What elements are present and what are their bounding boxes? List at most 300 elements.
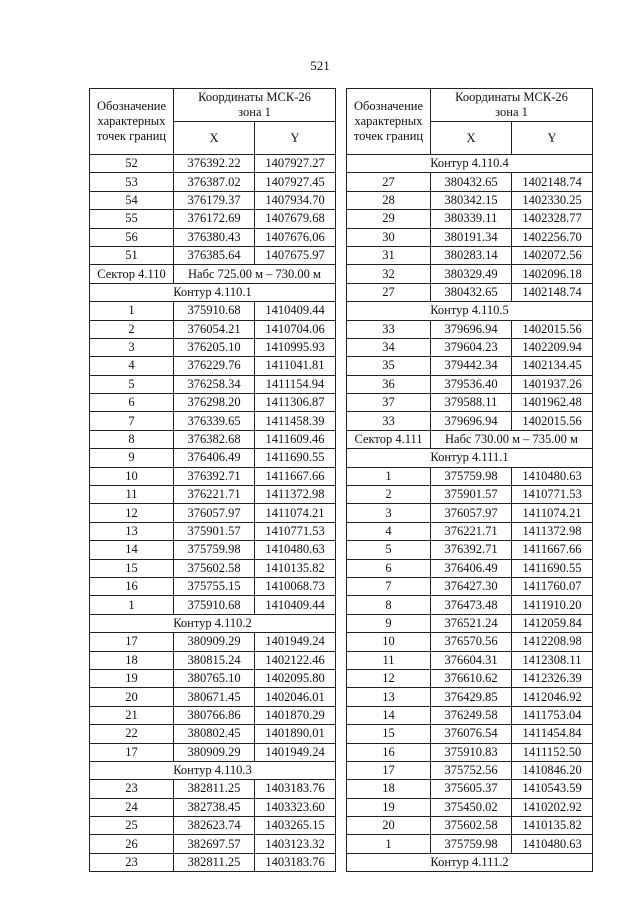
table-row bbox=[90, 559, 336, 577]
x-coordinate: 376570.56 bbox=[431, 633, 512, 651]
x-coordinate: 382623.74 bbox=[174, 817, 255, 835]
y-coordinate: 1402095.80 bbox=[255, 669, 336, 687]
table-row bbox=[90, 633, 336, 651]
table-row bbox=[90, 486, 336, 504]
x-coordinate: 376249.58 bbox=[431, 706, 512, 724]
y-coordinate: 1407927.27 bbox=[255, 155, 336, 173]
table-row bbox=[90, 155, 336, 173]
x-coordinate: 375755.15 bbox=[174, 577, 255, 595]
x-coordinate: 379442.34 bbox=[431, 357, 512, 375]
x-coordinate: 376205.10 bbox=[174, 338, 255, 356]
table-row bbox=[90, 504, 336, 522]
table-row bbox=[347, 412, 593, 430]
y-coordinate: 1410995.93 bbox=[255, 338, 336, 356]
x-coordinate: 376521.24 bbox=[431, 614, 512, 632]
point-number: 13 bbox=[90, 522, 174, 540]
point-number: 4 bbox=[347, 522, 431, 540]
table-row bbox=[347, 191, 593, 209]
x-coordinate: 376172.69 bbox=[174, 210, 255, 228]
y-coordinate: 1407675.97 bbox=[255, 246, 336, 264]
x-coordinate: 375759.98 bbox=[174, 541, 255, 559]
y-coordinate: 1412308.11 bbox=[512, 651, 593, 669]
y-coordinate: 1410068.73 bbox=[255, 577, 336, 595]
y-coordinate: 1410480.63 bbox=[512, 467, 593, 485]
y-coordinate: 1402015.56 bbox=[512, 320, 593, 338]
header-msk-line2: зона 1 bbox=[238, 105, 271, 119]
x-coordinate: 376406.49 bbox=[431, 559, 512, 577]
y-coordinate: 1411154.94 bbox=[255, 375, 336, 393]
y-coordinate: 1402096.18 bbox=[512, 265, 593, 283]
x-coordinate: 380191.34 bbox=[431, 228, 512, 246]
y-coordinate: 1410202.92 bbox=[512, 798, 593, 816]
table-row bbox=[90, 725, 336, 743]
x-coordinate: 376339.65 bbox=[174, 412, 255, 430]
contour-label: Контур 4.111.1 bbox=[347, 449, 593, 467]
x-coordinate: 375901.57 bbox=[174, 522, 255, 540]
x-coordinate: 375759.98 bbox=[431, 467, 512, 485]
table-row bbox=[90, 394, 336, 412]
y-coordinate: 1411690.55 bbox=[255, 449, 336, 467]
table-row bbox=[347, 798, 593, 816]
x-coordinate: 376406.49 bbox=[174, 449, 255, 467]
header-x: X bbox=[431, 122, 512, 155]
point-number: 15 bbox=[347, 725, 431, 743]
x-coordinate: 379604.23 bbox=[431, 338, 512, 356]
y-coordinate: 1402046.01 bbox=[255, 688, 336, 706]
x-coordinate: 382811.25 bbox=[174, 780, 255, 798]
point-number: 32 bbox=[347, 265, 431, 283]
table-row bbox=[90, 651, 336, 669]
header-point-line: точек границ bbox=[96, 129, 167, 143]
y-coordinate: 1411667.66 bbox=[512, 541, 593, 559]
y-coordinate: 1401937.26 bbox=[512, 375, 593, 393]
point-number: 7 bbox=[347, 577, 431, 595]
x-coordinate: 376392.71 bbox=[174, 467, 255, 485]
point-number: 54 bbox=[90, 191, 174, 209]
point-number: 16 bbox=[90, 577, 174, 595]
point-number: 22 bbox=[90, 725, 174, 743]
x-coordinate: 380766.86 bbox=[174, 706, 255, 724]
table-row bbox=[90, 835, 336, 853]
y-coordinate: 1403323.60 bbox=[255, 798, 336, 816]
header-y: Y bbox=[512, 122, 593, 155]
table-row bbox=[347, 688, 593, 706]
y-coordinate: 1410409.44 bbox=[255, 302, 336, 320]
x-coordinate: 376427.30 bbox=[431, 577, 512, 595]
table-row bbox=[90, 541, 336, 559]
table-row bbox=[347, 394, 593, 412]
x-coordinate: 380342.15 bbox=[431, 191, 512, 209]
table-row bbox=[347, 743, 593, 761]
contour-row bbox=[347, 449, 593, 467]
table-row bbox=[347, 669, 593, 687]
point-number: 12 bbox=[90, 504, 174, 522]
table-row bbox=[347, 522, 593, 540]
table-row bbox=[90, 669, 336, 687]
point-number: 17 bbox=[90, 633, 174, 651]
x-coordinate: 376387.02 bbox=[174, 173, 255, 191]
contour-row bbox=[347, 302, 593, 320]
y-coordinate: 1411074.21 bbox=[512, 504, 593, 522]
point-number: 18 bbox=[90, 651, 174, 669]
point-number: 34 bbox=[347, 338, 431, 356]
point-number: 6 bbox=[90, 394, 174, 412]
point-number: 24 bbox=[90, 798, 174, 816]
y-coordinate: 1411152.50 bbox=[512, 743, 593, 761]
point-number: 17 bbox=[347, 761, 431, 779]
x-coordinate: 380329.49 bbox=[431, 265, 512, 283]
x-coordinate: 380909.29 bbox=[174, 743, 255, 761]
y-coordinate: 1412326.39 bbox=[512, 669, 593, 687]
y-coordinate: 1402148.74 bbox=[512, 173, 593, 191]
coordinates-table-left bbox=[89, 88, 336, 872]
point-number: 31 bbox=[347, 246, 431, 264]
table-row bbox=[347, 357, 593, 375]
table-row bbox=[90, 853, 336, 871]
y-coordinate: 1411041.81 bbox=[255, 357, 336, 375]
x-coordinate: 380815.24 bbox=[174, 651, 255, 669]
x-coordinate: 380671.45 bbox=[174, 688, 255, 706]
contour-row bbox=[90, 283, 336, 301]
point-number: 9 bbox=[347, 614, 431, 632]
sector-label: Сектор 4.111 bbox=[347, 430, 431, 448]
x-coordinate: 380283.14 bbox=[431, 246, 512, 264]
point-number: 2 bbox=[347, 486, 431, 504]
y-coordinate: 1412208.98 bbox=[512, 633, 593, 651]
table-row bbox=[347, 761, 593, 779]
table-row bbox=[347, 577, 593, 595]
table-row bbox=[347, 614, 593, 632]
y-coordinate: 1401962.48 bbox=[512, 394, 593, 412]
y-coordinate: 1411690.55 bbox=[512, 559, 593, 577]
left-table-body bbox=[90, 155, 336, 872]
point-number: 16 bbox=[347, 743, 431, 761]
y-coordinate: 1410771.53 bbox=[255, 522, 336, 540]
sector-row bbox=[347, 430, 593, 448]
x-coordinate: 376258.34 bbox=[174, 375, 255, 393]
x-coordinate: 382738.45 bbox=[174, 798, 255, 816]
x-coordinate: 376604.31 bbox=[431, 651, 512, 669]
table-row bbox=[90, 706, 336, 724]
point-number: 55 bbox=[90, 210, 174, 228]
point-number: 11 bbox=[90, 486, 174, 504]
y-coordinate: 1403265.15 bbox=[255, 817, 336, 835]
y-coordinate: 1403183.76 bbox=[255, 780, 336, 798]
y-coordinate: 1402330.25 bbox=[512, 191, 593, 209]
header-x: X bbox=[174, 122, 255, 155]
contour-label: Контур 4.110.5 bbox=[347, 302, 593, 320]
table-row bbox=[347, 265, 593, 283]
point-number: 7 bbox=[90, 412, 174, 430]
y-coordinate: 1403123.32 bbox=[255, 835, 336, 853]
point-number: 11 bbox=[347, 651, 431, 669]
y-coordinate: 1401890.01 bbox=[255, 725, 336, 743]
y-coordinate: 1407927.45 bbox=[255, 173, 336, 191]
sector-row bbox=[90, 265, 336, 283]
table-row bbox=[90, 522, 336, 540]
table-row bbox=[90, 320, 336, 338]
table-row bbox=[90, 430, 336, 448]
y-coordinate: 1402134.45 bbox=[512, 357, 593, 375]
x-coordinate: 376054.21 bbox=[174, 320, 255, 338]
y-coordinate: 1410135.82 bbox=[255, 559, 336, 577]
point-number: 21 bbox=[90, 706, 174, 724]
x-coordinate: 375605.37 bbox=[431, 780, 512, 798]
header-point-designation bbox=[347, 89, 431, 155]
table-row bbox=[347, 228, 593, 246]
point-number: 27 bbox=[347, 283, 431, 301]
point-number: 1 bbox=[347, 467, 431, 485]
x-coordinate: 380339.11 bbox=[431, 210, 512, 228]
point-number: 20 bbox=[347, 817, 431, 835]
x-coordinate: 376298.20 bbox=[174, 394, 255, 412]
page-number: 521 bbox=[310, 58, 330, 73]
x-coordinate: 379696.94 bbox=[431, 412, 512, 430]
table-row bbox=[347, 504, 593, 522]
point-number: 10 bbox=[90, 467, 174, 485]
y-coordinate: 1402209.94 bbox=[512, 338, 593, 356]
y-coordinate: 1401949.24 bbox=[255, 743, 336, 761]
x-coordinate: 376382.68 bbox=[174, 430, 255, 448]
point-number: 23 bbox=[90, 780, 174, 798]
table-row bbox=[90, 357, 336, 375]
x-coordinate: 376229.76 bbox=[174, 357, 255, 375]
y-coordinate: 1412059.84 bbox=[512, 614, 593, 632]
header-msk-line1: Координаты МСК-26 bbox=[198, 90, 311, 104]
y-coordinate: 1411753.04 bbox=[512, 706, 593, 724]
contour-label: Контур 4.110.3 bbox=[90, 761, 336, 779]
contour-row bbox=[347, 853, 593, 871]
y-coordinate: 1410480.63 bbox=[255, 541, 336, 559]
contour-row bbox=[90, 614, 336, 632]
x-coordinate: 382697.57 bbox=[174, 835, 255, 853]
point-number: 8 bbox=[90, 430, 174, 448]
y-coordinate: 1411609.46 bbox=[255, 430, 336, 448]
table-row bbox=[90, 375, 336, 393]
table-row bbox=[347, 780, 593, 798]
x-coordinate: 376429.85 bbox=[431, 688, 512, 706]
point-number: 19 bbox=[347, 798, 431, 816]
point-number: 17 bbox=[90, 743, 174, 761]
contour-row bbox=[347, 155, 593, 173]
point-number: 20 bbox=[90, 688, 174, 706]
point-number: 53 bbox=[90, 173, 174, 191]
x-coordinate: 375752.56 bbox=[431, 761, 512, 779]
x-coordinate: 376076.54 bbox=[431, 725, 512, 743]
point-number: 1 bbox=[90, 596, 174, 614]
y-coordinate: 1411454.84 bbox=[512, 725, 593, 743]
table-row bbox=[90, 688, 336, 706]
point-number: 36 bbox=[347, 375, 431, 393]
point-number: 18 bbox=[347, 780, 431, 798]
table-row bbox=[90, 338, 336, 356]
contour-label: Контур 4.110.1 bbox=[90, 283, 336, 301]
x-coordinate: 376221.71 bbox=[174, 486, 255, 504]
point-number: 12 bbox=[347, 669, 431, 687]
table-row bbox=[347, 706, 593, 724]
table-row bbox=[347, 246, 593, 264]
point-number: 28 bbox=[347, 191, 431, 209]
table-row bbox=[90, 173, 336, 191]
point-number: 15 bbox=[90, 559, 174, 577]
y-coordinate: 1411760.07 bbox=[512, 577, 593, 595]
header-point-line: характерных bbox=[97, 114, 166, 128]
table-row bbox=[347, 596, 593, 614]
y-coordinate: 1402072.56 bbox=[512, 246, 593, 264]
y-coordinate: 1401949.24 bbox=[255, 633, 336, 651]
y-coordinate: 1403183.76 bbox=[255, 853, 336, 871]
x-coordinate: 375901.57 bbox=[431, 486, 512, 504]
y-coordinate: 1411458.39 bbox=[255, 412, 336, 430]
x-coordinate: 375602.58 bbox=[174, 559, 255, 577]
table-row bbox=[347, 633, 593, 651]
y-coordinate: 1402015.56 bbox=[512, 412, 593, 430]
point-number: 14 bbox=[90, 541, 174, 559]
table-row bbox=[90, 210, 336, 228]
table-row bbox=[90, 743, 336, 761]
y-coordinate: 1402328.77 bbox=[512, 210, 593, 228]
x-coordinate: 375910.68 bbox=[174, 302, 255, 320]
x-coordinate: 379696.94 bbox=[431, 320, 512, 338]
y-coordinate: 1407679.68 bbox=[255, 210, 336, 228]
x-coordinate: 375910.68 bbox=[174, 596, 255, 614]
sector-label: Сектор 4.110 bbox=[90, 265, 174, 283]
table-row bbox=[347, 173, 593, 191]
header-msk bbox=[431, 89, 593, 122]
point-number: 1 bbox=[347, 835, 431, 853]
header-msk-line1: Координаты МСК-26 bbox=[455, 90, 568, 104]
point-number: 51 bbox=[90, 246, 174, 264]
y-coordinate: 1407934.70 bbox=[255, 191, 336, 209]
table-row bbox=[90, 191, 336, 209]
x-coordinate: 376392.22 bbox=[174, 155, 255, 173]
x-coordinate: 376392.71 bbox=[431, 541, 512, 559]
point-number: 5 bbox=[90, 375, 174, 393]
point-number: 14 bbox=[347, 706, 431, 724]
x-coordinate: 376385.64 bbox=[174, 246, 255, 264]
table-row bbox=[347, 559, 593, 577]
point-number: 13 bbox=[347, 688, 431, 706]
table-row bbox=[347, 725, 593, 743]
contour-label: Контур 4.110.4 bbox=[347, 155, 593, 173]
y-coordinate: 1411910.20 bbox=[512, 596, 593, 614]
x-coordinate: 380802.45 bbox=[174, 725, 255, 743]
y-coordinate: 1401870.29 bbox=[255, 706, 336, 724]
y-coordinate: 1411372.98 bbox=[512, 522, 593, 540]
table-row bbox=[90, 817, 336, 835]
y-coordinate: 1402122.46 bbox=[255, 651, 336, 669]
x-coordinate: 376380.43 bbox=[174, 228, 255, 246]
contour-label: Контур 4.111.2 bbox=[347, 853, 593, 871]
point-number: 52 bbox=[90, 155, 174, 173]
point-number: 9 bbox=[90, 449, 174, 467]
x-coordinate: 376221.71 bbox=[431, 522, 512, 540]
point-number: 33 bbox=[347, 320, 431, 338]
y-coordinate: 1410409.44 bbox=[255, 596, 336, 614]
table-row bbox=[347, 467, 593, 485]
y-coordinate: 1402256.70 bbox=[512, 228, 593, 246]
point-number: 33 bbox=[347, 412, 431, 430]
table-row bbox=[90, 467, 336, 485]
table-row bbox=[347, 320, 593, 338]
x-coordinate: 380765.10 bbox=[174, 669, 255, 687]
table-row bbox=[90, 577, 336, 595]
x-coordinate: 379536.40 bbox=[431, 375, 512, 393]
table-row bbox=[90, 228, 336, 246]
point-number: 29 bbox=[347, 210, 431, 228]
point-number: 37 bbox=[347, 394, 431, 412]
x-coordinate: 375602.58 bbox=[431, 817, 512, 835]
x-coordinate: 376179.37 bbox=[174, 191, 255, 209]
header-y: Y bbox=[255, 122, 336, 155]
y-coordinate: 1407676.06 bbox=[255, 228, 336, 246]
contour-label: Контур 4.110.2 bbox=[90, 614, 336, 632]
y-coordinate: 1410543.59 bbox=[512, 780, 593, 798]
table-row bbox=[90, 302, 336, 320]
table-row bbox=[347, 651, 593, 669]
y-coordinate: 1411667.66 bbox=[255, 467, 336, 485]
table-row bbox=[347, 283, 593, 301]
point-number: 2 bbox=[90, 320, 174, 338]
header-msk-line2: зона 1 bbox=[495, 105, 528, 119]
table-row bbox=[347, 486, 593, 504]
table-row bbox=[347, 817, 593, 835]
y-coordinate: 1411372.98 bbox=[255, 486, 336, 504]
table-row bbox=[90, 449, 336, 467]
y-coordinate: 1410135.82 bbox=[512, 817, 593, 835]
x-coordinate: 375759.98 bbox=[431, 835, 512, 853]
point-number: 4 bbox=[90, 357, 174, 375]
point-number: 25 bbox=[90, 817, 174, 835]
header-point-designation bbox=[90, 89, 174, 155]
table-row bbox=[90, 798, 336, 816]
point-number: 3 bbox=[90, 338, 174, 356]
contour-row bbox=[90, 761, 336, 779]
point-number: 1 bbox=[90, 302, 174, 320]
point-number: 23 bbox=[90, 853, 174, 871]
table-row bbox=[347, 835, 593, 853]
x-coordinate: 382811.25 bbox=[174, 853, 255, 871]
table-row bbox=[347, 210, 593, 228]
x-coordinate: 376057.97 bbox=[431, 504, 512, 522]
table-row bbox=[90, 596, 336, 614]
y-coordinate: 1410846.20 bbox=[512, 761, 593, 779]
point-number: 30 bbox=[347, 228, 431, 246]
point-number: 3 bbox=[347, 504, 431, 522]
point-number: 56 bbox=[90, 228, 174, 246]
right-table-body bbox=[347, 155, 593, 872]
sector-height: Набс 730.00 м – 735.00 м bbox=[431, 430, 593, 448]
point-number: 5 bbox=[347, 541, 431, 559]
header-point-line: Обозначение bbox=[353, 99, 424, 113]
point-number: 26 bbox=[90, 835, 174, 853]
point-number: 35 bbox=[347, 357, 431, 375]
y-coordinate: 1402148.74 bbox=[512, 283, 593, 301]
y-coordinate: 1411306.87 bbox=[255, 394, 336, 412]
y-coordinate: 1412046.92 bbox=[512, 688, 593, 706]
x-coordinate: 380432.65 bbox=[431, 173, 512, 191]
y-coordinate: 1411074.21 bbox=[255, 504, 336, 522]
point-number: 19 bbox=[90, 669, 174, 687]
point-number: 6 bbox=[347, 559, 431, 577]
table-row bbox=[347, 338, 593, 356]
x-coordinate: 376610.62 bbox=[431, 669, 512, 687]
table-row bbox=[347, 375, 593, 393]
table-row bbox=[90, 246, 336, 264]
x-coordinate: 376057.97 bbox=[174, 504, 255, 522]
point-number: 27 bbox=[347, 173, 431, 191]
x-coordinate: 380909.29 bbox=[174, 633, 255, 651]
